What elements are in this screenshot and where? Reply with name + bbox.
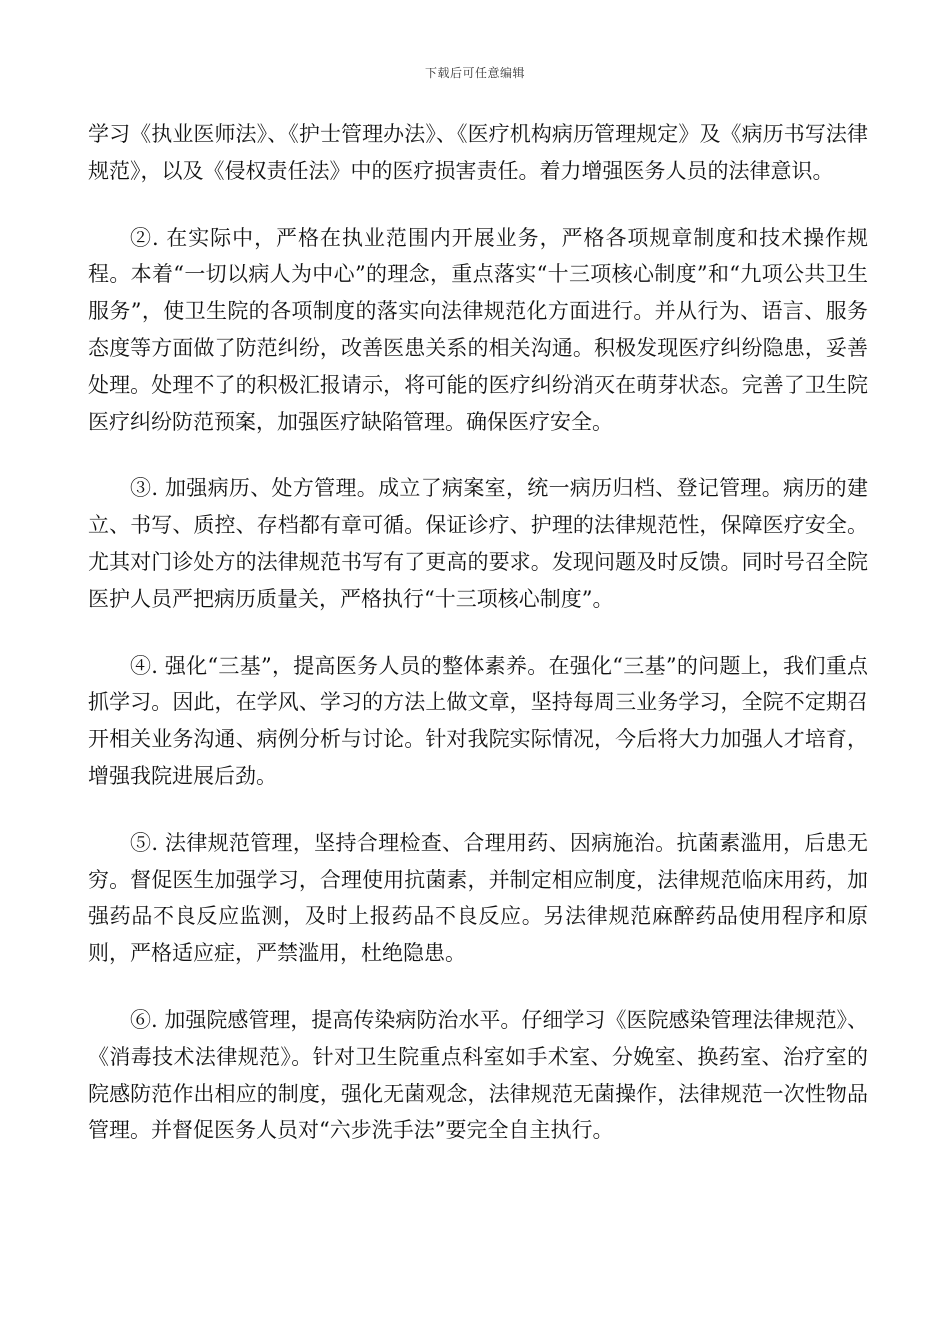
paragraph-item-3: ③. 加强病历、处方管理。成立了病案室，统一病历归档、登记管理。病历的建立、书写、质控、存档都有章可循。保证诊疗、护理的法律规范性，保障医疗安全。尤其对门诊处方的法律规范书写有了更高的要求。发现问题及时反馈。同时号召全院医护人员严把病历质量关，严格执行“十三项核心制度”。 xyxy=(88,476,868,611)
paragraph-item-6: ⑥. 加强院感管理，提高传染病防治水平。仔细学习《医院感染管理法律规范》、《消毒技术法律规范》。针对卫生院重点科室如手术室、分娩室、换药室、治疗室的院感防范作出相应的制度，强化无菌观念，法律规范无菌操作，法律规范一次性物品管理。并督促医务人员对“六步洗手法”要完全自主执行。 xyxy=(88,1007,868,1143)
paragraph-item-2: ②. 在实际中，严格在执业范围内开展业务，严格各项规章制度和技术操作规程。本着“一切以病人为中心”的理念，重点落实“十三项核心制度”和“九项公共卫生服务”，使卫生院的各项制度的落实向法律规范化方面进行。并从行为、语言、服务态度等方面做了防范纠纷，改善医患关系的相关沟通。积极发现医疗纠纷隐患，妥善处理。处理不了的积极汇报请示，将可能的医疗纠纷消灭在萌芽状态。完善了卫生院医疗纠纷防范预案，加强医疗缺陷管理。确保医疗安全。 xyxy=(88,225,868,434)
paragraph-continuation: 学习《执业医师法》、《护士管理办法》、《医疗机构病历管理规定》及《病历书写法律规范》，以及《侵权责任法》中的医疗损害责任。着力增强医务人员的法律意识。 xyxy=(88,122,868,183)
paragraph-item-4: ④. 强化“三基”，提高医务人员的整体素养。在强化“三基”的问题上，我们重点抓学习。因此，在学风、学习的方法上做文章，坚持每周三业务学习，全院不定期召开相关业务沟通、病例分析与讨论。针对我院实际情况，今后将大力加强人才培育，增强我院进展后劲。 xyxy=(88,653,868,788)
paragraph-item-5: ⑤. 法律规范管理，坚持合理检查、合理用药、因病施治。抗菌素滥用，后患无穷。督促医生加强学习，合理使用抗菌素，并制定相应制度，法律规范临床用药，加强药品不良反应监测，及时上报药品不良反应。另法律规范麻醉药品使用程序和原则，严格适应症，严禁滥用，杜绝隐患。 xyxy=(88,830,868,966)
header-note: 下载后可任意编辑 xyxy=(424,66,525,80)
document-body xyxy=(88,116,868,1149)
